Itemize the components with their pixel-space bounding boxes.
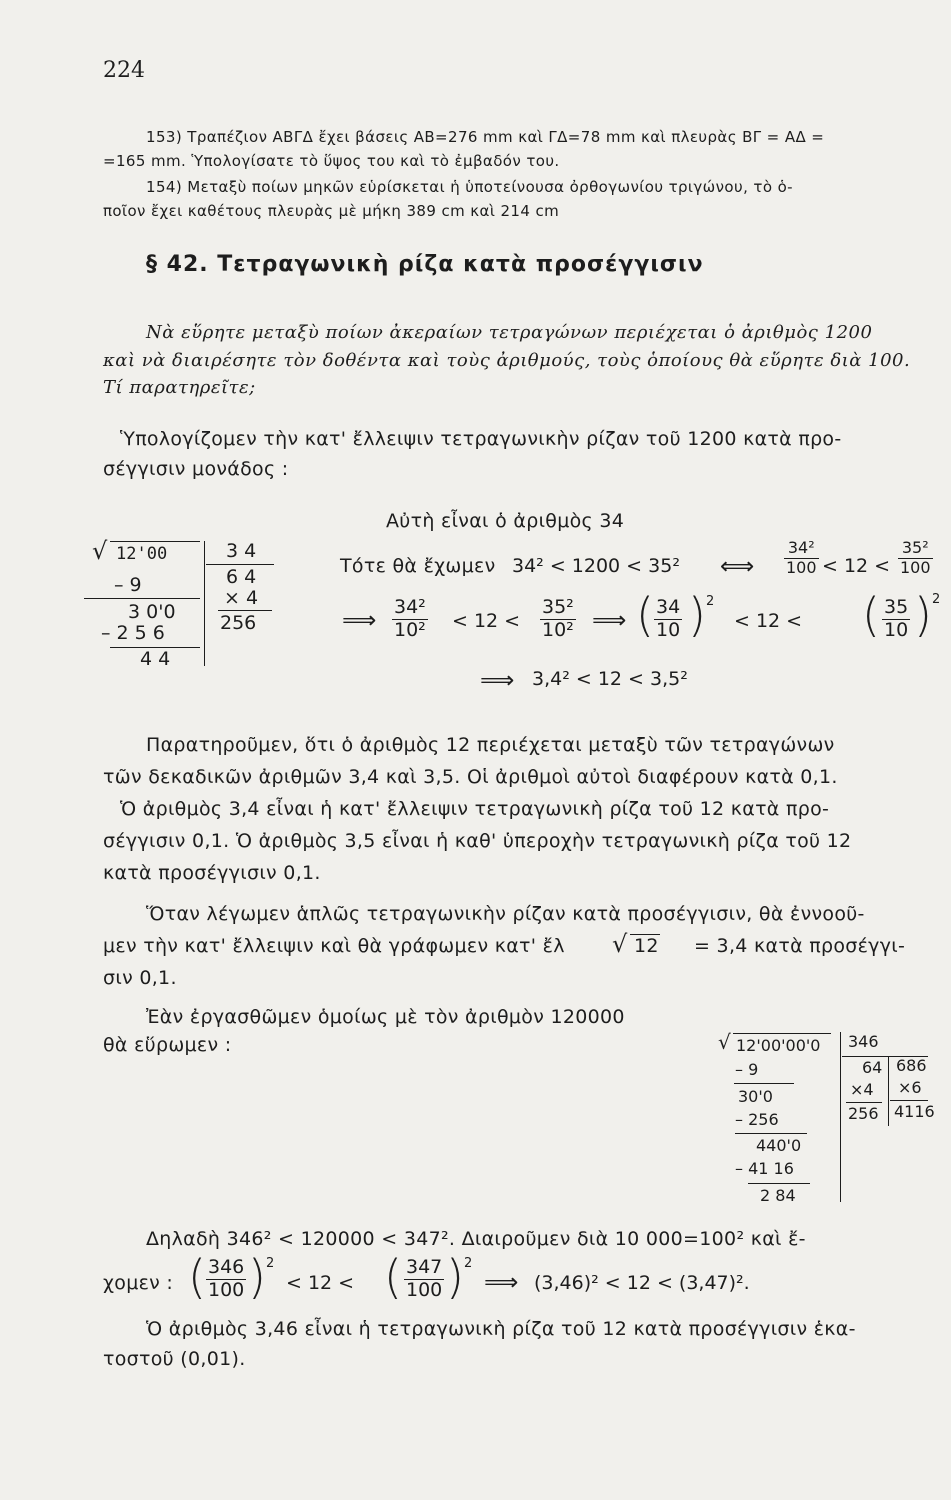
exponent: 2 [266, 1256, 275, 1271]
denominator: 10 [656, 619, 681, 641]
subtrahend-3: – 41 16 [735, 1159, 794, 1178]
multiplier: × 4 [224, 587, 259, 609]
vertical-rule [840, 1032, 841, 1202]
paragraph-5-line-1: Δηλαδὴ 346² < 120000 < 347². Διαιροῦμεν διὰ 10 000=100² καὶ ἔ- [146, 1228, 806, 1250]
paragraph-2-line-4: σέγγισιν 0,1. Ὁ ἀριθμὸς 3,5 εἶναι ἡ καθ' ὑπεροχὴν τετραγωνικὴ ρίζα τοῦ 12 [103, 830, 852, 852]
subtrahend-1: – 9 [735, 1060, 759, 1079]
implies-arrow: ⟹ [592, 606, 627, 634]
right-paren: ) [688, 588, 706, 642]
radical-overline [733, 1033, 831, 1034]
denominator: 10² [542, 619, 574, 641]
remainder-1: 30'0 [738, 1087, 773, 1106]
paragraph-6-line-1: Ὁ ἀριθμὸς 3,46 εἶναι ἡ τετραγωνικὴ ρίζα τοῦ 12 κατὰ προσέγγισιν ἑκα- [146, 1318, 856, 1340]
vertical-rule [888, 1056, 889, 1126]
product-2: 4116 [894, 1102, 935, 1121]
remainder-2: 4 4 [140, 648, 171, 670]
numerator: 347 [406, 1256, 443, 1278]
paragraph-3-line-3: σιν 0,1. [103, 967, 177, 989]
then-we-have: Τότε θὰ ἔχωμεν [340, 555, 496, 577]
root-result: 3 4 [226, 540, 257, 562]
paragraph-4-line-1: Ἐὰν ἐργασθῶμεν ὁμοίως μὲ τὸν ἀριθμὸν 120000 [146, 1006, 625, 1028]
numerator: 346 [208, 1256, 245, 1278]
rule [206, 564, 274, 565]
paragraph-2-line-5: κατὰ προσέγγισιν 0,1. [103, 862, 321, 884]
middle-inequality: < 12 < [286, 1272, 355, 1294]
fraction-347-over-100 [404, 1258, 444, 1300]
fraction-346-over-100 [206, 1258, 246, 1300]
remainder-1: 3 0'0 [128, 601, 176, 623]
rule [890, 1100, 928, 1101]
radicand: 12'00'00'0 [736, 1036, 821, 1055]
paragraph-2-line-3: Ὁ ἀριθμὸς 3,4 εἶναι ἡ κατ' ἔλλειψιν τετραγωνικὴ ρίζα τοῦ 12 κατὰ προ- [120, 798, 830, 820]
middle-inequality: < 12 < [452, 610, 521, 632]
numerator: 35 [884, 596, 909, 618]
paragraph-4-line-2: θὰ εὕρωμεν : [103, 1034, 232, 1056]
exponent: 2 [464, 1256, 473, 1271]
right-paren: ) [248, 1250, 266, 1304]
paragraph-3-line-2b: = 3,4 κατὰ προσέγγι- [694, 935, 906, 957]
fraction-34sq-over-100 [784, 540, 819, 576]
right-paren: ) [914, 588, 932, 642]
paragraph-1-line-2: σέγγισιν μονάδος : [103, 458, 289, 480]
middle-inequality: < 12 < [822, 555, 891, 577]
subtrahend-2: – 2 5 6 [101, 622, 165, 644]
radical-sign: √ [718, 1030, 731, 1054]
fraction-35sq-over-100 [898, 540, 933, 576]
rule [735, 1133, 807, 1134]
exponent: 2 [932, 592, 941, 607]
radicand: 12'00 [116, 544, 168, 564]
left-paren: ( [384, 1250, 402, 1304]
problem-line-3: Τί παρατηρεῖτε; [103, 377, 256, 398]
paragraph-5-tail: (3,46)² < 12 < (3,47)². [534, 1272, 750, 1294]
left-paren: ( [188, 1250, 206, 1304]
result-sentence: Αὐτὴ εἶναι ὁ ἀριθμὸς 34 [386, 510, 625, 532]
numerator: 35² [542, 596, 574, 618]
product: 256 [220, 612, 257, 634]
implies-arrow: ⟹ [342, 606, 377, 634]
left-paren: ( [862, 588, 880, 642]
right-paren: ) [446, 1250, 464, 1304]
multiplier-2: ×6 [898, 1078, 922, 1097]
fraction-34-over-10 [654, 598, 682, 640]
subtrahend-2: – 256 [735, 1110, 779, 1129]
left-paren: ( [636, 588, 654, 642]
radical-overline [110, 541, 200, 542]
exercise-153-line-2: =165 mm. Ὑπολογίσατε τὸ ὕψος του καὶ τὸ ἐμβαδόν του. [103, 152, 560, 170]
denominator: 100 [208, 1279, 245, 1301]
denominator: 10 [884, 619, 909, 641]
page-number: 224 [103, 58, 145, 83]
fraction-34sq-over-10sq [392, 598, 428, 640]
rule [218, 610, 272, 611]
multiplier-1: ×4 [850, 1080, 874, 1099]
paragraph-3-line-2a: μεν τὴν κατ' ἔλλειψιν καὶ θὰ γράφωμεν κατ' ἔλ [103, 935, 565, 957]
numerator: 34² [394, 596, 426, 618]
paragraph-1-line-1: Ὑπολογίζομεν τὴν κατ' ἔλλειψιν τετραγωνικὴν ρίζαν τοῦ 1200 κατὰ προ- [120, 428, 842, 450]
fraction-35sq-over-10sq [540, 598, 576, 640]
denominator: 10² [394, 619, 426, 641]
implies-arrow: ⟹ [484, 1268, 519, 1296]
numerator: 35² [901, 538, 929, 557]
paragraph-2-line-2: τῶν δεκαδικῶν ἀριθμῶν 3,4 καὶ 3,5. Οἱ ἀριθμοὶ αὐτοὶ διαφέρουν κατὰ 0,1. [103, 766, 838, 788]
trial-divisor-2: 686 [896, 1056, 927, 1075]
trial-divisor: 6 4 [226, 566, 257, 588]
problem-line-2: καὶ νὰ διαιρέσητε τὸν δοθέντα καὶ τοὺς ἀριθμούς, τοὺς ὁποίους θὰ εὕρητε διὰ 100. [103, 350, 911, 371]
exercise-154-line-1: 154) Μεταξὺ ποίων μηκῶν εὑρίσκεται ἡ ὑποτείνουσα ὀρθογωνίου τριγώνου, τὸ ὁ- [146, 178, 793, 196]
radical-sign: √ [612, 930, 628, 958]
numerator: 34² [787, 538, 815, 557]
exercise-154-line-2: ποῖον ἔχει καθέτους πλευρὰς μὲ μήκη 389 cm καὶ 214 cm [103, 202, 560, 220]
exercise-153-line-1: 153) Τραπέζιον ΑΒΓΔ ἔχει βάσεις ΑΒ=276 mm καὶ ΓΔ=78 mm καὶ πλευρὰς ΒΓ = ΑΔ = [146, 128, 825, 146]
rule [748, 1183, 810, 1184]
section-heading: § 42. Τετραγωνικὴ ρίζα κατὰ προσέγγισιν [146, 252, 704, 277]
paragraph-5-lead: χομεν : [103, 1272, 174, 1294]
paragraph-6-line-2: τοστοῦ (0,01). [103, 1348, 246, 1370]
denominator: 100 [406, 1279, 443, 1301]
iff-arrow: ⟺ [720, 552, 755, 580]
middle-inequality: < 12 < [734, 610, 803, 632]
radicand-12: 12 [634, 935, 659, 957]
paragraph-3-line-1: Ὅταν λέγωμεν ἁπλῶς τετραγωνικὴν ρίζαν κατὰ προσέγγισιν, θὰ ἐννοοῦ- [146, 903, 865, 925]
radical-sign: √ [92, 537, 108, 565]
numerator: 34 [656, 596, 681, 618]
root-result: 346 [848, 1032, 879, 1051]
problem-line-1: Νὰ εὕρητε μεταξὺ ποίων ἀκεραίων τετραγώνων περιέχεται ὁ ἀριθμὸς 1200 [146, 322, 873, 343]
inequality-1: 34² < 1200 < 35² [512, 555, 680, 577]
rule [846, 1102, 882, 1103]
exponent: 2 [706, 594, 715, 609]
denominator: 100 [786, 558, 817, 577]
rule [734, 1083, 794, 1084]
paragraph-2-line-1: Παρατηροῦμεν, ὅτι ὁ ἀριθμὸς 12 περιέχεται μεταξὺ τῶν τετραγώνων [146, 734, 835, 756]
vertical-rule [204, 541, 205, 666]
denominator: 100 [900, 558, 931, 577]
implies-arrow: ⟹ [480, 666, 515, 694]
remainder-3: 2 84 [760, 1186, 796, 1205]
fraction-35-over-10 [882, 598, 910, 640]
trial-divisor-1: 64 [862, 1058, 883, 1077]
product-1: 256 [848, 1104, 879, 1123]
inequality-decimal: 3,4² < 12 < 3,5² [532, 668, 688, 690]
subtrahend-1: – 9 [114, 574, 142, 596]
rule [84, 598, 200, 599]
remainder-2: 440'0 [756, 1136, 802, 1155]
